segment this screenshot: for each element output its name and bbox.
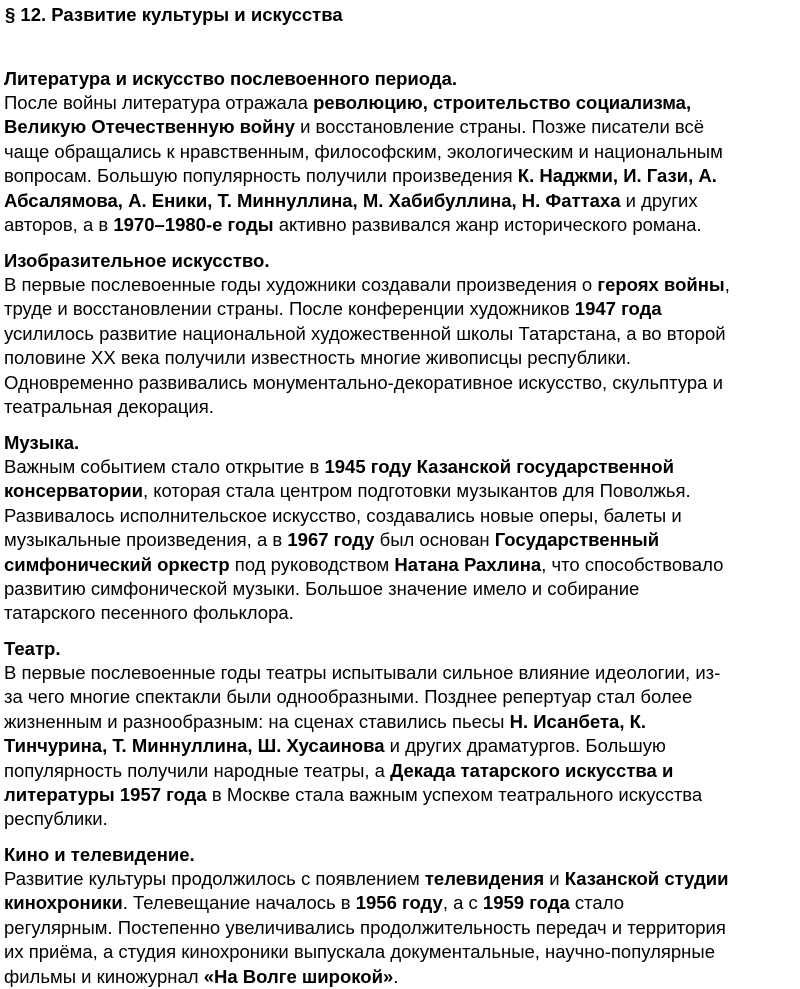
text-run: . — [393, 965, 399, 987]
bold-text: симфонический оркестр — [4, 553, 230, 575]
text-run: В первые послевоенные годы художники создавали произведения о — [4, 274, 598, 295]
text-line — [4, 322, 796, 346]
text-run: развитию симфонической музыки. Большое значение имело и собирание — [4, 578, 640, 600]
text-line — [4, 479, 796, 503]
text-line — [4, 455, 796, 479]
text-line — [4, 140, 796, 164]
text-run: татарского песенного фольклора. — [4, 602, 294, 624]
bold-text: Казанской студии — [564, 868, 729, 889]
text-line — [4, 807, 796, 831]
text-line — [4, 916, 796, 940]
section-body — [4, 867, 796, 989]
text-run: их приёма, а студия кинохроники выпускала документальные, научно-популярные — [4, 941, 715, 963]
text-line — [4, 867, 796, 891]
text-run: и других — [620, 189, 698, 211]
text-run: за чего многие спектакли были однообразными. Позднее репертуар стал более — [4, 686, 693, 708]
text-run: фильмы и киножурнал — [4, 965, 204, 987]
bold-text: телевидения — [424, 868, 545, 889]
text-run: Развивалось исполнительское искусство, создавались новые оперы, балеты и — [4, 504, 682, 526]
text-line — [4, 395, 796, 419]
text-line — [4, 297, 796, 321]
text-run: половине XX века получили известность многие живописцы республики. — [4, 347, 632, 369]
bold-text: 1945 году Казанской государственной — [324, 456, 674, 477]
text-run: жизненным и разнообразным: на сценах ставились пьесы — [4, 710, 510, 732]
text-line — [4, 783, 796, 807]
section-body — [4, 273, 796, 419]
text-run: и — [544, 868, 565, 889]
text-run: , — [724, 274, 730, 295]
section-body — [4, 91, 796, 237]
bold-text: Натана Рахлина — [394, 553, 542, 575]
text-run: усилилось развитие национальной художественной школы Татарстана, а во второй — [4, 322, 726, 344]
text-run: стало — [569, 892, 625, 914]
text-line — [4, 577, 796, 601]
bold-text: 1967 году — [287, 529, 375, 551]
text-run: чаще обращались к нравственным, философским, экологическим и национальным — [4, 140, 723, 162]
bold-text: 1947 года — [574, 298, 662, 320]
bold-text: революцию, строительство социализма, — [313, 92, 692, 113]
bold-text: Н. Исанбета, К. — [509, 710, 647, 732]
text-run: популярность получили народные театры, а — [4, 759, 391, 781]
bold-text: Декада татарского искусства и — [390, 759, 674, 781]
bold-text: кинохроники — [4, 892, 123, 914]
section-heading: Кино и телевидение. — [4, 844, 195, 865]
text-line — [4, 553, 796, 577]
text-run: Одновременно развивались монументально-декоративное искусство, скульптура и — [4, 371, 723, 393]
section-fine-art — [4, 249, 796, 419]
bold-text: 1970–1980-е годы — [113, 214, 274, 236]
text-run: Развитие культуры продолжилось с появлением — [4, 868, 425, 889]
text-line — [4, 710, 796, 734]
text-run: был основан — [374, 529, 495, 551]
bold-text: консерватории — [4, 480, 143, 502]
section-music — [4, 431, 796, 626]
text-run: , что способствовало — [541, 553, 724, 575]
text-line — [4, 91, 796, 115]
text-run: После войны литература отражала — [4, 92, 314, 113]
text-line — [4, 346, 796, 370]
text-run: под руководством — [229, 553, 395, 575]
bold-text: Государственный — [494, 529, 660, 551]
text-run: , а с — [442, 892, 483, 914]
bold-text: Абсалямова, А. Еники, Т. Миннуллина, М. Хабибуллина, Н. Фаттаха — [4, 189, 621, 211]
text-run: в Москве стала важным успехом театрального искусства — [206, 784, 703, 806]
section-theatre — [4, 637, 796, 832]
bold-text: 1959 года — [482, 892, 570, 914]
bold-text: героях войны — [597, 274, 725, 295]
text-run: активно развивался жанр исторического романа. — [273, 214, 702, 236]
section-heading: Театр. — [4, 638, 61, 659]
text-line — [4, 189, 796, 213]
bold-text: литературы 1957 года — [4, 784, 207, 806]
text-run: театральная декорация. — [4, 396, 214, 418]
text-run: и других драматургов. Большую — [384, 735, 666, 757]
bold-text: К. Наджми, И. Гази, А. — [517, 165, 717, 187]
page-title: § 12. Развитие культуры и искусства — [5, 4, 343, 25]
text-run: , которая стала центром подготовки музыкантов для Поволжья. — [142, 480, 691, 502]
text-line — [4, 940, 796, 964]
text-line — [4, 164, 796, 188]
text-line — [4, 273, 796, 297]
section-body — [4, 455, 796, 626]
text-run: вопросам. Большую популярность получили произведения — [4, 165, 518, 187]
text-run: и восстановление страны. Позже писатели всё — [294, 116, 705, 138]
text-run: регулярным. Постепенно увеличивались продолжительность передач и территория — [4, 916, 726, 938]
text-line — [4, 734, 796, 758]
text-line — [4, 115, 796, 139]
text-run: авторов, а в — [4, 214, 114, 236]
text-line — [4, 891, 796, 915]
text-line — [4, 601, 796, 625]
bold-text: «На Волге широкой» — [203, 965, 394, 987]
text-line — [4, 371, 796, 395]
section-heading: Литература и искусство послевоенного периода. — [4, 68, 458, 89]
text-line — [4, 213, 796, 237]
text-run: В первые послевоенные годы театры испытывали сильное влияние идеологии, из- — [4, 662, 721, 683]
section-heading: Музыка. — [4, 432, 80, 453]
text-run: . Телевещание началось в — [122, 892, 356, 914]
section-literature — [4, 67, 796, 237]
text-line — [4, 965, 796, 989]
text-line — [4, 528, 796, 552]
bold-text: 1956 году — [355, 892, 443, 914]
text-run: Важным событием стало открытие в — [4, 456, 325, 477]
text-run: труде и восстановлении страны. После конференции художников — [4, 298, 575, 320]
text-run: республики. — [4, 808, 108, 830]
text-line — [4, 685, 796, 709]
text-line — [4, 759, 796, 783]
text-line — [4, 661, 796, 685]
section-heading: Изобразительное искусство. — [4, 250, 270, 271]
text-run: музыкальные произведения, а в — [4, 529, 288, 551]
section-body — [4, 661, 796, 832]
text-line — [4, 504, 796, 528]
section-cinema-tv — [4, 843, 796, 989]
bold-text: Тинчурина, Т. Миннуллина, Ш. Хусаинова — [4, 735, 385, 757]
bold-text: Великую Отечественную войну — [4, 116, 295, 138]
